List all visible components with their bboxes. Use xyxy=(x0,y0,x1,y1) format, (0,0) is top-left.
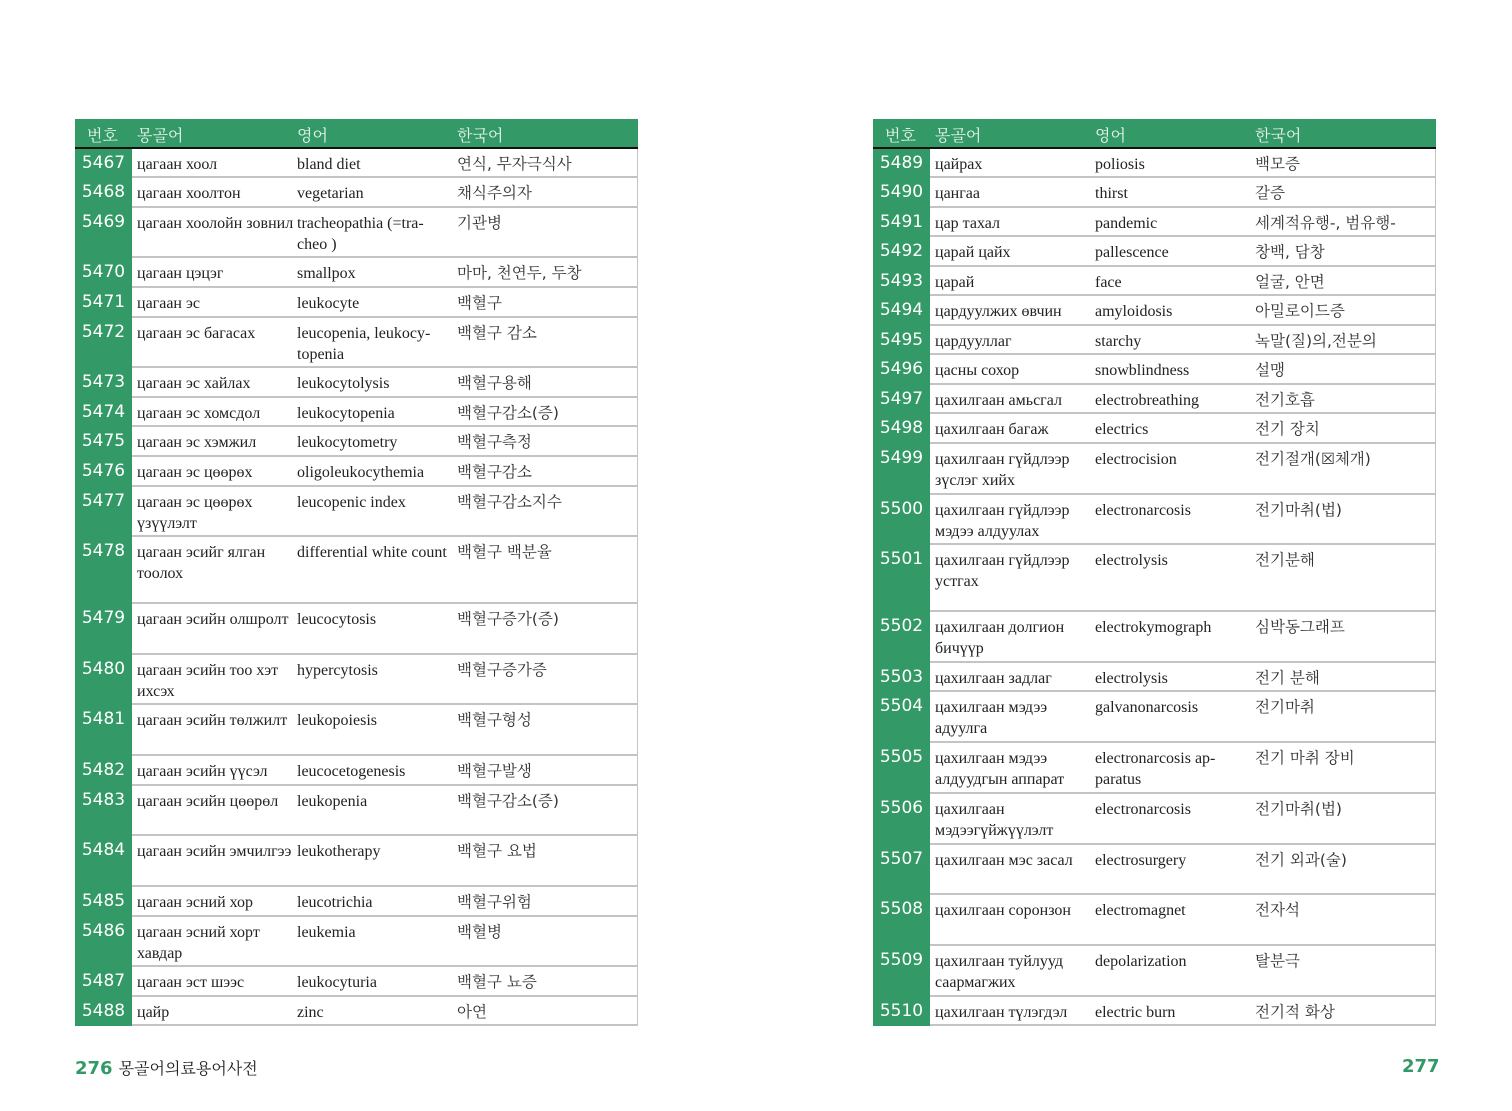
mongolian-term: цахилгаан туйлууд саармагжих xyxy=(935,953,1063,991)
english-term: pandemic xyxy=(1095,215,1158,232)
table-row xyxy=(873,612,1436,663)
row-border xyxy=(637,487,638,535)
korean-term: 백혈병 xyxy=(457,923,502,941)
english-term: electromagnet xyxy=(1095,902,1186,919)
row-border xyxy=(1435,237,1436,265)
row-border xyxy=(637,208,638,256)
english-term: electric burn xyxy=(1095,1004,1176,1021)
entry-number: 5495 xyxy=(873,326,930,355)
header-korean: 한국어 xyxy=(457,126,504,145)
korean-term: 창백, 담창 xyxy=(1255,243,1325,261)
entry-number: 5467 xyxy=(75,149,132,178)
entry-number: 5481 xyxy=(75,705,132,756)
english-term: thirst xyxy=(1095,185,1128,202)
korean-term: 전기적 화상 xyxy=(1255,1003,1335,1021)
english-term: leukocytolysis xyxy=(297,375,390,392)
mongolian-term: цахилгаан соронзон xyxy=(935,902,1071,919)
row-border xyxy=(1435,178,1436,206)
table-row xyxy=(75,836,638,887)
english-term: snowblindness xyxy=(1095,362,1190,379)
english-term: electrocision xyxy=(1095,451,1177,468)
table-row xyxy=(873,208,1436,237)
table-row xyxy=(873,296,1436,326)
english-term: electrolysis xyxy=(1095,552,1168,569)
mongolian-term: цар тахал xyxy=(935,215,1000,232)
left-page-footer xyxy=(75,1056,258,1079)
mongolian-term: цардуулжих өвчин xyxy=(935,303,1062,320)
table-row xyxy=(873,267,1436,296)
english-term: leucocytosis xyxy=(297,611,377,628)
korean-term: 전기마취(법) xyxy=(1255,501,1342,519)
korean-term: 녹말(질)의,전분의 xyxy=(1255,332,1377,350)
header-mongolian: 몽골어 xyxy=(137,126,184,145)
mongolian-term: цагаан эс хомсдол xyxy=(137,405,261,422)
english-term: galvanonarcosis xyxy=(1095,699,1199,716)
table-row xyxy=(75,997,638,1026)
mongolian-term: царай xyxy=(935,274,975,291)
mongolian-term: цайр xyxy=(137,1004,170,1021)
english-term: leukocyturia xyxy=(297,974,377,991)
english-term: electrosurgery xyxy=(1095,852,1187,869)
entry-number: 5502 xyxy=(873,612,930,663)
english-term: electrolysis xyxy=(1095,670,1168,687)
header-mongolian: 몽골어 xyxy=(935,126,982,145)
table-body xyxy=(75,149,638,1026)
mongolian-term: цагаан эс xyxy=(137,295,200,312)
english-term: hypercytosis xyxy=(297,662,378,679)
row-border xyxy=(1435,326,1436,353)
table-row xyxy=(873,237,1436,267)
right-glossary-table xyxy=(873,119,1436,1026)
korean-term: 설맹 xyxy=(1255,361,1285,379)
entry-number: 5491 xyxy=(873,208,930,237)
mongolian-term: цахилгаан гүйдлээр зүслэг хийх xyxy=(935,451,1070,489)
table-row xyxy=(873,326,1436,355)
entry-number: 5499 xyxy=(873,444,930,495)
row-border xyxy=(1435,414,1436,442)
page-number: 276 xyxy=(75,1058,113,1079)
english-term: leukocytometry xyxy=(297,434,398,451)
entry-number: 5501 xyxy=(873,545,930,612)
english-term: starchy xyxy=(1095,333,1142,350)
entry-number: 5510 xyxy=(873,997,930,1026)
table-row xyxy=(75,917,638,967)
entry-number: 5506 xyxy=(873,794,930,845)
english-term: depolarization xyxy=(1095,953,1187,970)
korean-term: 백혈구 감소 xyxy=(457,324,537,342)
row-border xyxy=(637,836,638,885)
table-row xyxy=(75,786,638,836)
english-term: amyloidosis xyxy=(1095,303,1173,320)
mongolian-term: цардууллаг xyxy=(935,333,1012,350)
table-row xyxy=(75,705,638,756)
table-header xyxy=(75,119,638,149)
table-row xyxy=(75,178,638,208)
row-border xyxy=(637,178,638,206)
mongolian-term: цагаан эсний хор xyxy=(137,894,254,911)
table-row xyxy=(75,655,638,705)
table-row xyxy=(873,495,1436,545)
row-border xyxy=(1435,149,1436,176)
row-border xyxy=(1435,444,1436,493)
mongolian-term: цахилгаан мэс засал xyxy=(935,852,1073,869)
table-row xyxy=(75,487,638,537)
mongolian-term: цахилгаан мэдээ алдуудгын аппарат xyxy=(935,750,1065,788)
english-term: electronarcosis xyxy=(1095,801,1191,818)
row-border xyxy=(1435,845,1436,893)
row-border xyxy=(637,604,638,653)
row-border xyxy=(637,917,638,965)
mongolian-term: цагаан эсийн цөөрөл xyxy=(137,793,279,810)
mongolian-term: цагаан эст шээс xyxy=(137,974,245,991)
row-border xyxy=(1435,743,1436,792)
row-border xyxy=(637,149,638,176)
korean-term: 백혈구감소(증) xyxy=(457,404,559,422)
entry-number: 5500 xyxy=(873,495,930,545)
table-row xyxy=(75,887,638,917)
entry-number: 5489 xyxy=(873,149,930,178)
english-term: leukopenia xyxy=(297,793,368,810)
entry-number: 5482 xyxy=(75,756,132,786)
mongolian-term: цахилгаан амьсгал xyxy=(935,392,1062,409)
mongolian-term: цайрах xyxy=(935,156,983,173)
table-row xyxy=(75,318,638,368)
entry-number: 5503 xyxy=(873,663,930,692)
mongolian-term: цахилгаан гүйдлээр мэдээ алдуулах xyxy=(935,502,1070,540)
mongolian-term: цахилгаан гүйдлээр устгах xyxy=(935,552,1070,590)
row-border xyxy=(637,997,638,1024)
entry-number: 5504 xyxy=(873,692,930,743)
row-border xyxy=(1435,895,1436,944)
korean-term: 탈분극 xyxy=(1255,952,1300,970)
header-english: 영어 xyxy=(1095,126,1126,145)
page-number: 277 xyxy=(1402,1056,1440,1077)
row-border xyxy=(637,705,638,754)
table-row xyxy=(873,845,1436,895)
table-row xyxy=(873,997,1436,1026)
english-term: electronarcosis ap-paratus xyxy=(1095,750,1216,788)
english-term: leucopenic index xyxy=(297,494,406,511)
english-term: oligoleukocythemia xyxy=(297,464,425,481)
korean-term: 백혈구 xyxy=(457,294,502,312)
english-term: differential white count xyxy=(297,544,447,561)
mongolian-term: цагаан хоолойн зовнил xyxy=(137,215,294,232)
korean-term: 전기마취 xyxy=(1255,698,1315,716)
entry-number: 5492 xyxy=(873,237,930,267)
korean-term: 세계적유행-, 범유행- xyxy=(1255,214,1396,232)
mongolian-term: цагаан эсийн үүсэл xyxy=(137,763,268,780)
row-border xyxy=(1435,385,1436,412)
korean-term: 백혈구감소지수 xyxy=(457,493,562,511)
row-border xyxy=(637,786,638,834)
entry-number: 5470 xyxy=(75,258,132,288)
table-row xyxy=(873,794,1436,845)
korean-term: 백혈구 뇨증 xyxy=(457,973,537,991)
entry-number: 5488 xyxy=(75,997,132,1026)
english-term: leucopenia, leukocy-topenia xyxy=(297,325,431,363)
korean-term: 채식주의자 xyxy=(457,184,532,202)
row-border xyxy=(1435,612,1436,661)
row-border xyxy=(637,756,638,784)
english-term: electronarcosis xyxy=(1095,502,1191,519)
table-row xyxy=(75,398,638,427)
english-term: electrics xyxy=(1095,421,1149,438)
korean-term: 백혈구증가증 xyxy=(457,661,547,679)
entry-number: 5494 xyxy=(873,296,930,326)
table-row xyxy=(75,368,638,398)
mongolian-term: царай цайх xyxy=(935,244,1011,261)
mongolian-term: цахилгаан мэдээ адуулга xyxy=(935,699,1048,737)
entry-number: 5508 xyxy=(873,895,930,946)
korean-term: 백혈구형성 xyxy=(457,711,532,729)
korean-term: 연식, 무자극식사 xyxy=(457,155,572,173)
row-border xyxy=(637,427,638,455)
entry-number: 5473 xyxy=(75,368,132,398)
table-row xyxy=(75,756,638,786)
row-border xyxy=(1435,663,1436,690)
english-term: bland diet xyxy=(297,156,361,173)
english-term: vegetarian xyxy=(297,185,364,202)
english-term: pallescence xyxy=(1095,244,1169,261)
entry-number: 5472 xyxy=(75,318,132,368)
korean-term: 백혈구용해 xyxy=(457,374,532,392)
row-border xyxy=(1435,267,1436,294)
header-english: 영어 xyxy=(297,126,328,145)
table-row xyxy=(75,457,638,487)
table-row xyxy=(873,444,1436,495)
english-term: leucocetogenesis xyxy=(297,763,406,780)
korean-term: 전기 장치 xyxy=(1255,420,1320,438)
entry-number: 5471 xyxy=(75,288,132,318)
right-page-footer xyxy=(1402,1056,1440,1077)
entry-number: 5498 xyxy=(873,414,930,444)
table-row xyxy=(75,288,638,318)
korean-term: 백모증 xyxy=(1255,155,1300,173)
row-border xyxy=(1435,946,1436,995)
english-term: leukotherapy xyxy=(297,843,381,860)
mongolian-term: цангаа xyxy=(935,185,980,202)
korean-term: 마마, 천연두, 두창 xyxy=(457,264,582,282)
korean-term: 백혈구측정 xyxy=(457,433,532,451)
table-header xyxy=(873,119,1436,149)
korean-term: 얼굴, 안면 xyxy=(1255,273,1325,291)
table-row xyxy=(873,355,1436,385)
mongolian-term: цагаан эс багасах xyxy=(137,325,256,342)
table-row xyxy=(75,258,638,288)
korean-term: 백혈구 백분율 xyxy=(457,543,552,561)
table-row xyxy=(873,946,1436,997)
mongolian-term: цагаан хоол xyxy=(137,156,218,173)
english-term: poliosis xyxy=(1095,156,1145,173)
table-row xyxy=(873,149,1436,178)
mongolian-term: цагаан эс хэмжил xyxy=(137,434,257,451)
korean-term: 백혈구위험 xyxy=(457,893,532,911)
entry-number: 5486 xyxy=(75,917,132,967)
table-row xyxy=(873,663,1436,692)
korean-term: 백혈구발생 xyxy=(457,762,532,780)
mongolian-term: цагаан цэцэг xyxy=(137,265,224,282)
row-border xyxy=(637,318,638,366)
korean-term: 아밀로이드증 xyxy=(1255,302,1345,320)
row-border xyxy=(1435,495,1436,543)
row-border xyxy=(637,258,638,286)
table-row xyxy=(75,427,638,457)
english-term: zinc xyxy=(297,1004,324,1021)
entry-number: 5474 xyxy=(75,398,132,427)
mongolian-term: цахилгаан задлаг xyxy=(935,670,1052,687)
korean-term: 백혈구 요법 xyxy=(457,842,537,860)
table-row xyxy=(873,692,1436,743)
entry-number: 5496 xyxy=(873,355,930,385)
korean-term: 갈증 xyxy=(1255,184,1285,202)
header-korean: 한국어 xyxy=(1255,126,1302,145)
table-row xyxy=(75,149,638,178)
mongolian-term: цасны сохор xyxy=(935,362,1020,379)
row-border xyxy=(637,288,638,316)
english-term: leukocyte xyxy=(297,295,360,312)
entry-number: 5509 xyxy=(873,946,930,997)
mongolian-term: цагаан эсийн тоо хэт ихсэх xyxy=(137,662,279,700)
korean-term: 기관병 xyxy=(457,214,502,232)
row-border xyxy=(637,537,638,602)
row-border xyxy=(637,967,638,995)
row-border xyxy=(1435,296,1436,324)
entry-number: 5484 xyxy=(75,836,132,887)
mongolian-term: цагаан эсийн олшролт xyxy=(137,611,289,628)
table-row xyxy=(75,967,638,997)
english-term: leucotrichia xyxy=(297,894,373,911)
row-border xyxy=(1435,794,1436,843)
mongolian-term: цахилгаан түлэгдэл xyxy=(935,1004,1068,1021)
entry-number: 5479 xyxy=(75,604,132,655)
entry-number: 5475 xyxy=(75,427,132,457)
entry-number: 5497 xyxy=(873,385,930,414)
row-border xyxy=(637,887,638,915)
mongolian-term: цахилгаан багаж xyxy=(935,421,1049,438)
english-term: leukocytopenia xyxy=(297,405,395,422)
entry-number: 5480 xyxy=(75,655,132,705)
mongolian-term: цагаан эсний хорт хавдар xyxy=(137,924,260,962)
korean-term: 아연 xyxy=(457,1003,487,1021)
korean-term: 백혈구감소 xyxy=(457,463,532,481)
english-term: electrobreathing xyxy=(1095,392,1199,409)
row-border xyxy=(1435,692,1436,741)
row-border xyxy=(1435,997,1436,1024)
entry-number: 5483 xyxy=(75,786,132,836)
english-term: smallpox xyxy=(297,265,356,282)
table-body xyxy=(873,149,1436,1026)
korean-term: 전기 외과(술) xyxy=(1255,851,1347,869)
entry-number: 5487 xyxy=(75,967,132,997)
table-row xyxy=(873,178,1436,208)
mongolian-term: цагаан хоолтон xyxy=(137,185,241,202)
mongolian-term: цагаан эс цөөрөх үзүүлэлт xyxy=(137,494,253,532)
english-term: electrokymograph xyxy=(1095,619,1212,636)
korean-term: 백혈구감소(증) xyxy=(457,792,559,810)
entry-number: 5490 xyxy=(873,178,930,208)
row-border xyxy=(1435,545,1436,610)
korean-term: 전기 분해 xyxy=(1255,669,1320,687)
entry-number: 5493 xyxy=(873,267,930,296)
mongolian-term: цагаан эс цөөрөх xyxy=(137,464,253,481)
table-row xyxy=(873,385,1436,414)
table-row xyxy=(75,208,638,258)
mongolian-term: цагаан эсийн төлжилт xyxy=(137,712,288,729)
table-row xyxy=(873,895,1436,946)
mongolian-term: цагаан эсийг ялган тоолох xyxy=(137,544,266,582)
english-term: leukopoiesis xyxy=(297,712,377,729)
korean-term: 전기마취(법) xyxy=(1255,800,1342,818)
english-term: face xyxy=(1095,274,1122,291)
left-glossary-table xyxy=(75,119,638,1026)
table-row xyxy=(75,604,638,655)
row-border xyxy=(637,457,638,485)
table-row xyxy=(75,537,638,604)
entry-number: 5485 xyxy=(75,887,132,917)
entry-number: 5478 xyxy=(75,537,132,604)
korean-term: 심박동그래프 xyxy=(1255,618,1345,636)
header-number: 번호 xyxy=(87,126,118,145)
row-border xyxy=(637,368,638,396)
mongolian-term: цагаан эс хайлах xyxy=(137,375,251,392)
entry-number: 5477 xyxy=(75,487,132,537)
mongolian-term: цахилгаан мэдээгүйжүүлэлт xyxy=(935,801,1054,839)
mongolian-term: цагаан эсийн эмчилгээ xyxy=(137,843,292,860)
korean-term: 전기호흡 xyxy=(1255,391,1315,409)
entry-number: 5476 xyxy=(75,457,132,487)
table-row xyxy=(873,414,1436,444)
header-number: 번호 xyxy=(885,126,916,145)
table-row xyxy=(873,743,1436,794)
korean-term: 전기분해 xyxy=(1255,551,1315,569)
row-border xyxy=(637,398,638,425)
entry-number: 5469 xyxy=(75,208,132,258)
row-border xyxy=(1435,355,1436,383)
row-border xyxy=(1435,208,1436,235)
korean-term: 백혈구증가(증) xyxy=(457,610,559,628)
entry-number: 5468 xyxy=(75,178,132,208)
english-term: tracheopathia (=tra-cheo ) xyxy=(297,215,424,253)
mongolian-term: цахилгаан долгион бичүүр xyxy=(935,619,1065,657)
english-term: leukemia xyxy=(297,924,356,941)
korean-term: 전자석 xyxy=(1255,901,1300,919)
korean-term: 전기 마취 장비 xyxy=(1255,749,1355,767)
korean-term: 전기절개(☒체개) xyxy=(1255,450,1371,468)
row-border xyxy=(637,655,638,703)
entry-number: 5505 xyxy=(873,743,930,794)
book-title: 몽골어의료용어사전 xyxy=(118,1059,258,1078)
table-row xyxy=(873,545,1436,612)
entry-number: 5507 xyxy=(873,845,930,895)
